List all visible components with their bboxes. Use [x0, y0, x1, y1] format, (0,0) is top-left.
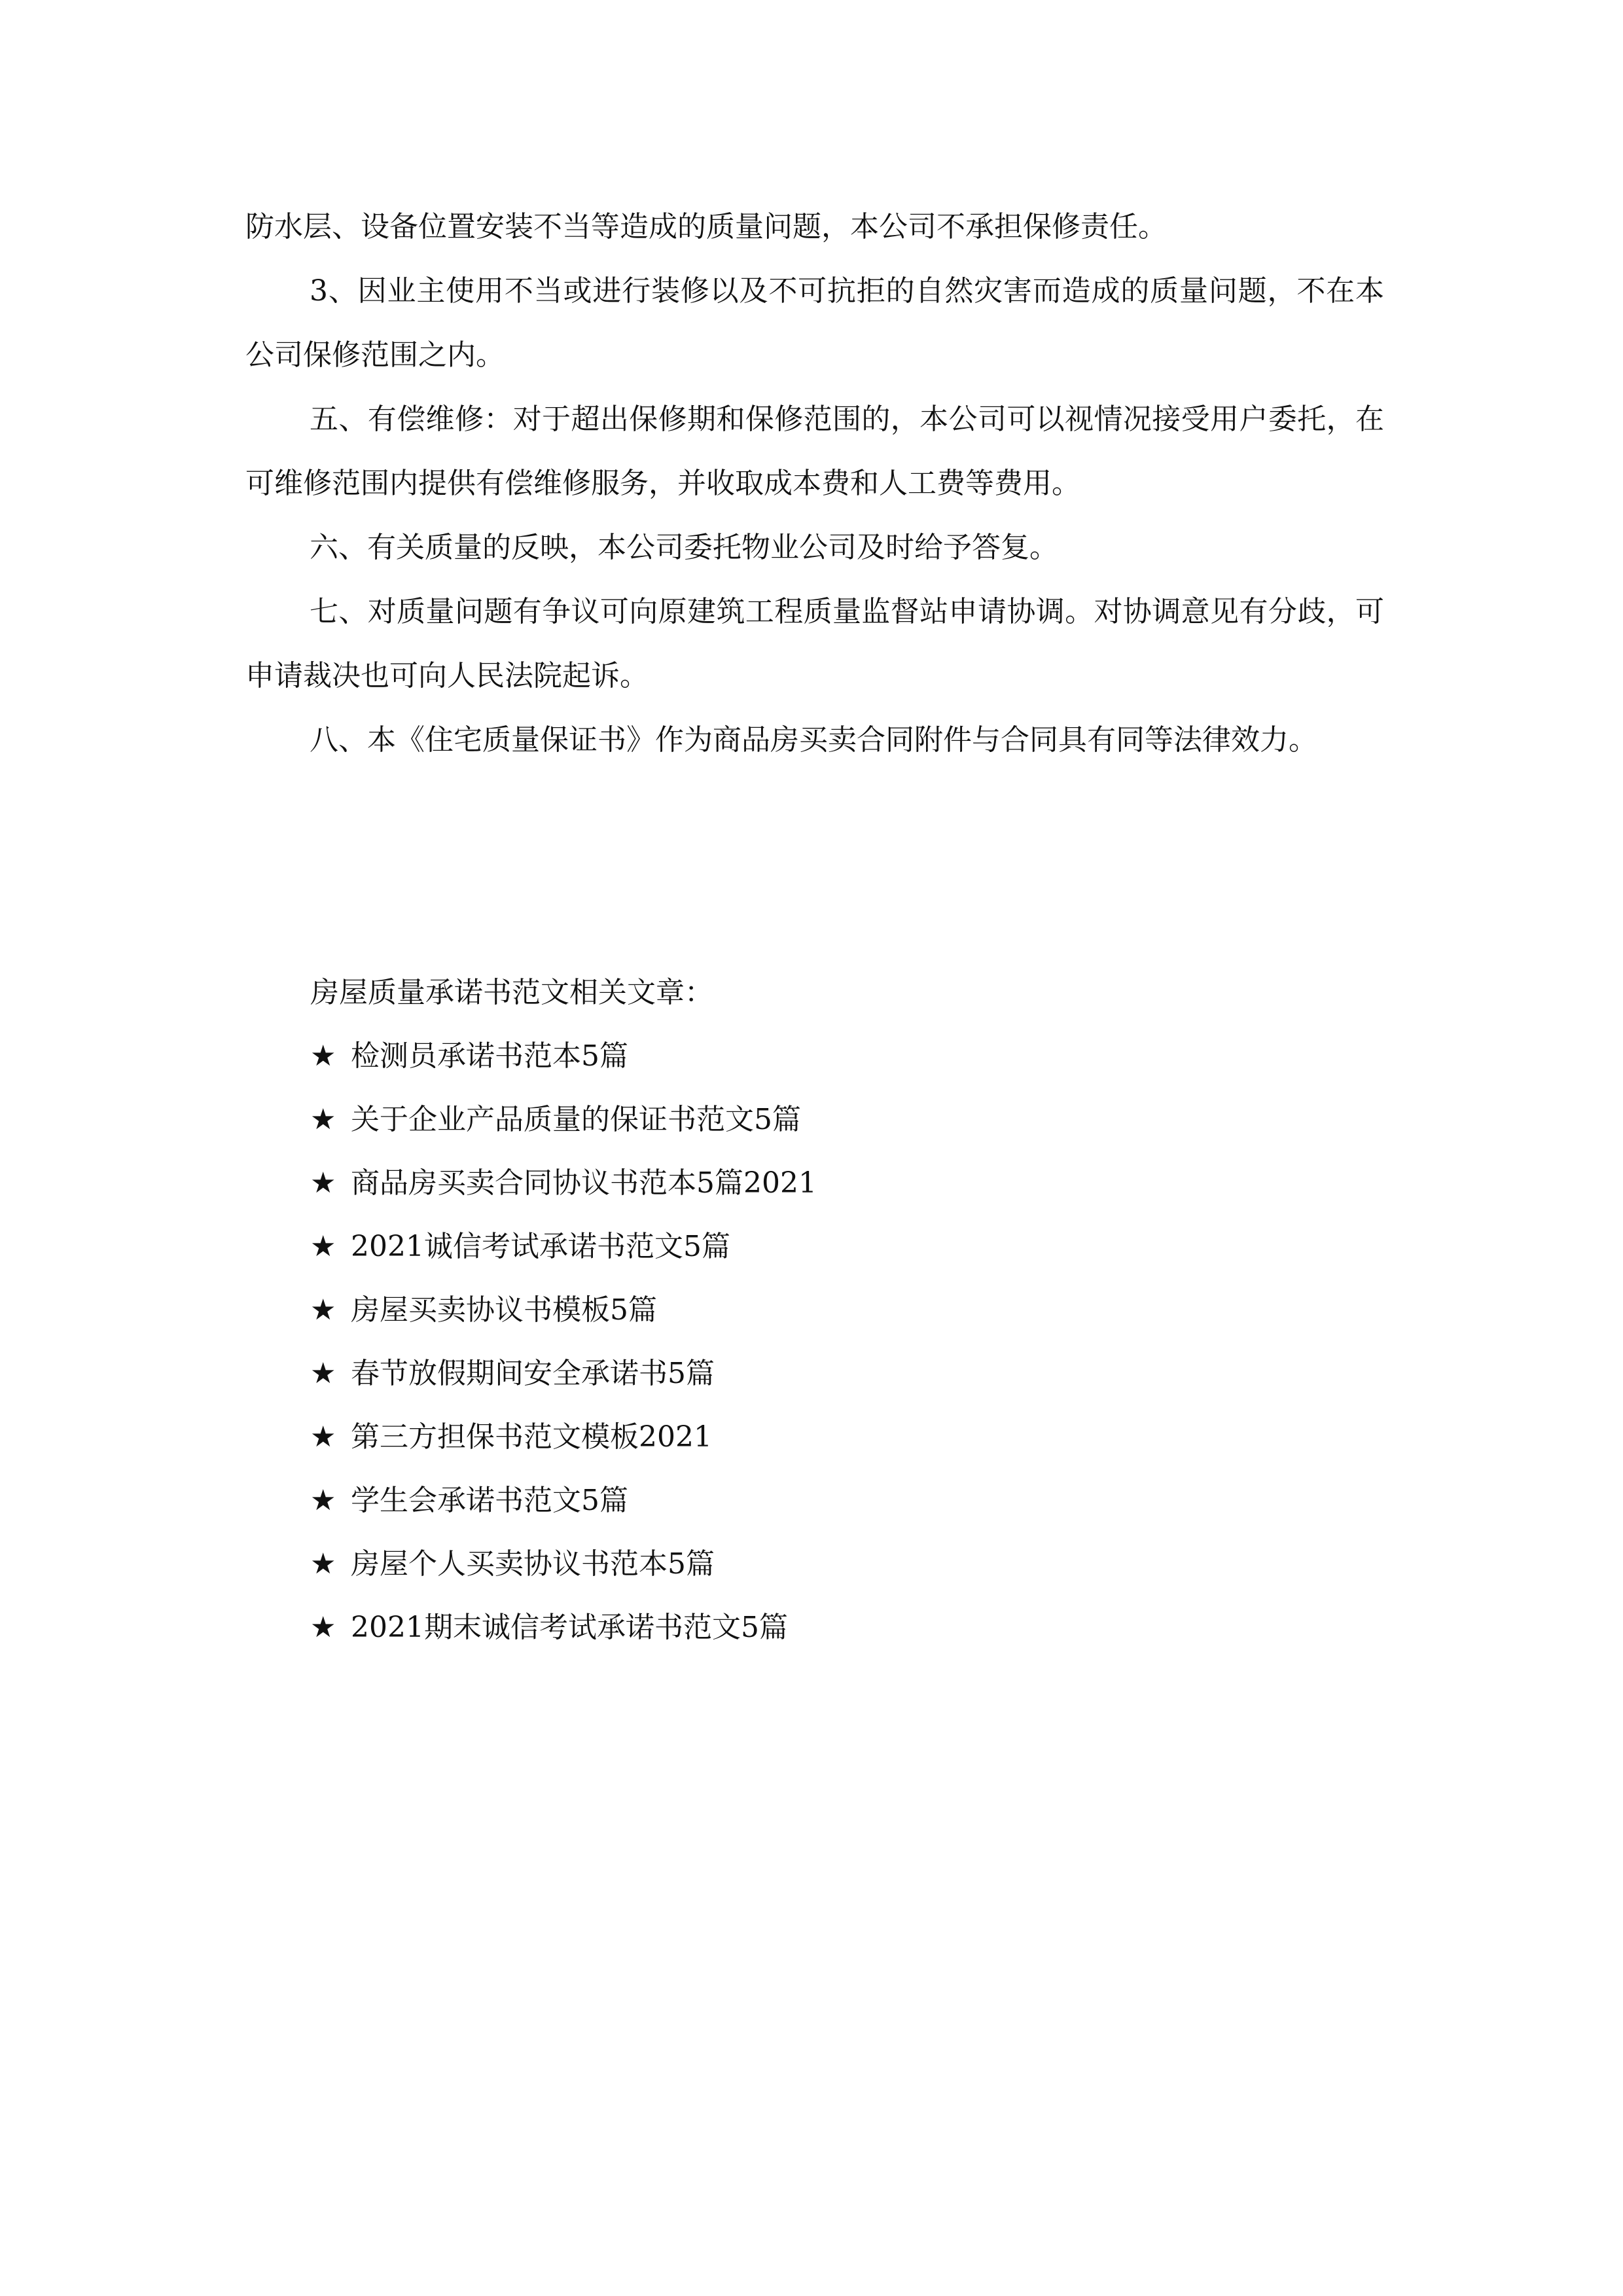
list-item[interactable] — [310, 1342, 1357, 1405]
star-icon: ★ — [310, 1039, 336, 1073]
related-articles — [310, 961, 1357, 1659]
list-item[interactable] — [310, 1215, 1357, 1278]
list-item[interactable] — [310, 1024, 1357, 1088]
list-item[interactable] — [310, 1088, 1357, 1151]
related-article-link[interactable]: 春节放假期间安全承诺书5篇 — [351, 1357, 715, 1390]
related-articles-heading: 房屋质量承诺书范文相关文章： — [310, 976, 713, 1009]
related-article-link[interactable]: 第三方担保书范文模板2021 — [351, 1420, 712, 1454]
star-icon: ★ — [310, 1230, 336, 1263]
star-icon: ★ — [310, 1357, 336, 1390]
star-icon: ★ — [310, 1484, 336, 1517]
related-article-link[interactable]: 商品房买卖合同协议书范本5篇2021 — [351, 1166, 817, 1200]
related-article-link[interactable]: 关于企业产品质量的保证书范文5篇 — [351, 1103, 801, 1136]
list-item[interactable] — [310, 1469, 1357, 1532]
related-article-link[interactable]: 房屋买卖协议书模板5篇 — [351, 1293, 657, 1327]
star-icon: ★ — [310, 1547, 336, 1581]
list-item[interactable] — [310, 1596, 1357, 1659]
related-article-link[interactable]: 学生会承诺书范文5篇 — [351, 1484, 628, 1517]
paragraph: 五、有偿维修：对于超出保修期和保修范围的，本公司可以视情况接受用户委托，在可维修范围内提供有偿维修服务，并收取成本费和人工费等费用。 — [245, 403, 1384, 500]
star-icon: ★ — [310, 1166, 336, 1200]
related-article-link[interactable]: 房屋个人买卖协议书范本5篇 — [351, 1547, 715, 1581]
star-icon: ★ — [310, 1420, 336, 1454]
list-item[interactable] — [310, 1405, 1357, 1469]
list-item[interactable] — [310, 1532, 1357, 1596]
list-item[interactable] — [310, 1151, 1357, 1215]
document-body — [245, 195, 1384, 772]
related-article-link[interactable]: 2021诚信考试承诺书范文5篇 — [351, 1230, 730, 1263]
star-icon: ★ — [310, 1293, 336, 1327]
related-article-link[interactable]: 检测员承诺书范本5篇 — [351, 1039, 628, 1073]
related-articles-list — [310, 1024, 1357, 1659]
star-icon: ★ — [310, 1103, 336, 1136]
paragraph: 七、对质量问题有争议可向原建筑工程质量监督站申请协调。对协调意见有分歧，可申请裁决也可向人民法院起诉。 — [245, 595, 1384, 692]
paragraph: 六、有关质量的反映，本公司委托物业公司及时给予答复。 — [310, 531, 1058, 564]
paragraph: 3、因业主使用不当或进行装修以及不可抗拒的自然灾害而造成的质量问题，不在本公司保修范围之内。 — [245, 274, 1384, 372]
paragraph: 防水层、设备位置安装不当等造成的质量问题，本公司不承担保修责任。 — [245, 210, 1167, 243]
related-article-link[interactable]: 2021期末诚信考试承诺书范文5篇 — [351, 1611, 788, 1644]
paragraph: 八、本《住宅质量保证书》作为商品房买卖合同附件与合同具有同等法律效力。 — [310, 723, 1317, 757]
list-item[interactable] — [310, 1278, 1357, 1342]
star-icon: ★ — [310, 1611, 336, 1644]
